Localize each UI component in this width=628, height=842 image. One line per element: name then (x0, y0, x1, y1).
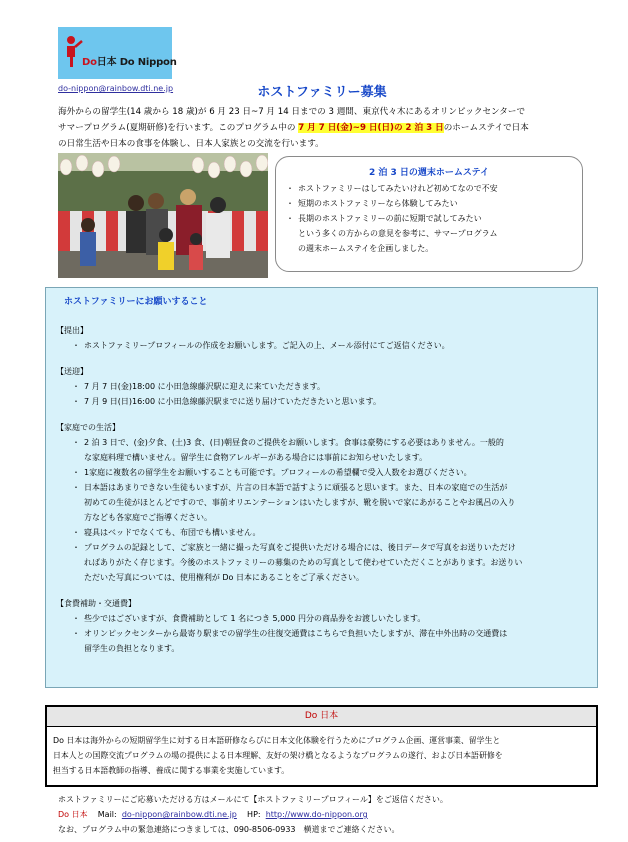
header-email-link[interactable]: do-nippon@rainbow.dti.ne.jp (58, 84, 174, 93)
footer (58, 792, 578, 837)
section-meal-transport-costs (56, 597, 587, 656)
list-item-text: 短期のホストファミリーなら体験してみたい (298, 199, 458, 208)
host-requests-box (45, 287, 598, 688)
list-item (56, 465, 587, 480)
intro-text: サマープログラム(夏期研修)を行います。このプログラム中の (58, 123, 299, 133)
logo-kanji: 日本 (96, 57, 117, 68)
bullet-icon: ・ (72, 438, 80, 447)
list-item-text: 寝具はベッドでなくても、布団でも構いません。 (84, 528, 261, 537)
weekend-list (286, 181, 572, 256)
org-line: 日本人との国際交流プログラムの場の提供による日本理解、友好の架け橋となるようなプログラムの遂行、および日本語研修を (53, 751, 503, 760)
list-item-text: ホストファミリーはしてみたいけれど初めてなので不安 (298, 184, 498, 193)
list-item (56, 626, 587, 641)
list-item (286, 181, 572, 196)
list-item-text: 日本語はあまりできない生徒もいますが、片言の日本語で話すように頑張ると思います。また、日本の家庭での生活が (84, 483, 508, 492)
list-item (286, 196, 572, 211)
bullet-icon: ・ (72, 382, 80, 391)
bullet-icon: ・ (72, 614, 80, 623)
list-item-continuation: ればありがたく存じます。今後のホストファミリーの募集のための写真として使わせていただくことがあります。お送りい (84, 558, 523, 567)
list-item (56, 540, 587, 555)
list-item-continuation: ただいた写真については、使用権利が Do 日本にあることをご了承ください。 (84, 573, 364, 582)
intro-text: のホームステイで日本 (443, 123, 529, 133)
bullet-icon: ・ (72, 543, 80, 552)
list-item-continuation: な家庭料理で構いません。留学生に食物アレルギーがある場合には事前にお知らせいたします。 (84, 453, 428, 462)
bullet-icon: ・ (72, 468, 80, 477)
list-item (56, 379, 587, 394)
list-item (286, 211, 572, 226)
organization-title: Do 日本 (47, 707, 596, 727)
list-item-continuation: の週末ホームステイを企画しました。 (298, 244, 434, 253)
do-nippon-logo (58, 27, 177, 79)
list-item (56, 525, 587, 540)
intro-line (58, 120, 588, 136)
list-item-text: 7 月 7 日(金)18:00 に小田急線藤沢駅に迎えに来ていただきます。 (84, 382, 326, 391)
bullet-icon: ・ (72, 629, 80, 638)
section-transport (56, 365, 587, 409)
bullet-icon: ・ (286, 214, 294, 223)
section-heading: 【送迎】 (56, 367, 88, 376)
bullet-icon: ・ (72, 528, 80, 537)
host-family-photo (58, 153, 268, 278)
hp-label: HP: (247, 810, 261, 819)
list-item (56, 394, 587, 409)
bullet-icon: ・ (72, 483, 80, 492)
section-heading: 【提出】 (56, 326, 88, 335)
list-item-continuation: という多くの方からの意見を参考に、サマープログラム (298, 229, 498, 238)
weekend-title: 2 泊 3 日の週末ホームステイ (368, 168, 490, 178)
list-item-text: 1家庭に複数名の留学生をお願いすることも可能です。プロフィールの希望欄で受入人数をお選びください。 (84, 468, 472, 477)
list-item-text: 7 月 9 日(日)16:00 に小田急線藤沢駅までに送り届けていただきたいと思います。 (84, 397, 382, 406)
org-line: Do 日本は海外からの短期留学生に対する日本語研修ならびに日本文化体験を行うためにプログラム企画、運営事業、留学生と (53, 736, 501, 745)
list-item-text: 些少ではございますが、食費補助として 1 名につき 5,000 円分の商品券をお渡しいたします。 (84, 614, 426, 623)
list-item (56, 338, 587, 353)
logo-name: Do Nippon (119, 57, 177, 68)
list-item (56, 480, 587, 495)
logo-prefix: Do (82, 57, 97, 68)
list-item-text: オリンピックセンターから最寄り駅までの留学生の往復交通費はこちらで負担いたしますが、滞在中外出時の交通費は (84, 629, 508, 638)
date-highlight: 7 月 7 日(金)~9 日(日)の 2 泊 3 日 (298, 123, 444, 133)
requests-title: ホストファミリーにお願いすること (64, 297, 208, 307)
footer-email-link[interactable]: do-nippon@rainbow.dti.ne.jp (121, 810, 237, 819)
section-heading: 【食費補助・交通費】 (56, 599, 136, 608)
footer-website-link[interactable]: http://www.do-nippon.org (265, 810, 368, 819)
list-item-text: プログラムの記録として、ご家族と一緒に撮った写真をご提供いただける場合には、後日データで写真をお送りいただけ (84, 543, 516, 552)
logo-text (82, 53, 177, 68)
list-item-continuation: 留学生の負担となります。 (84, 644, 180, 653)
list-item-text: ホストファミリープロフィールの作成をお願いします。ご記入の上、メール添付にてご返信ください。 (84, 341, 450, 350)
weekend-homestay-box (275, 156, 583, 272)
person-logo-icon (64, 35, 84, 69)
mail-label: Mail: (97, 810, 117, 819)
organization-description (47, 727, 596, 778)
section-home-life (56, 421, 587, 585)
page-title: ホストファミリー募集 (257, 85, 387, 100)
bullet-icon: ・ (286, 184, 294, 193)
intro-line: の日常生活や日本の食事を体験し、日本人家族との交流を行います。 (58, 139, 324, 149)
bullet-icon: ・ (286, 199, 294, 208)
list-item-text: 2 泊 3 日で、(金)夕食、(土)3 食、(日)朝昼食のご提供をお願いします。食事は豪勢にする必要はありません。一般的 (84, 438, 504, 447)
list-item-continuation: 初めての生徒がほとんどですので、事前オリエンテーションはいたしますが、靴を脱いで家にあがることやお風呂の入り (84, 498, 516, 507)
bullet-icon: ・ (72, 397, 80, 406)
org-line: 担当する日本語教師の指導、養成に関する事業を実施しています。 (53, 766, 290, 775)
footer-apply-line: ホストファミリーにご応募いただける方はメールにて【ホストファミリープロフィール】をご返信ください。 (58, 795, 448, 804)
list-item-text: 長期のホストファミリーの前に短期で試してみたい (298, 214, 482, 223)
bullet-icon: ・ (72, 341, 80, 350)
list-item (56, 435, 587, 450)
footer-contact-line (58, 807, 578, 822)
organization-box (45, 705, 598, 787)
footer-org-name: Do 日本 (58, 810, 88, 819)
section-heading: 【家庭での生活】 (56, 423, 120, 432)
footer-emergency-line: なお、プログラム中の緊急連絡につきましては、090-8506-0933 横道までご連絡ください。 (58, 825, 400, 834)
list-item-continuation: 方なども各家庭でご指導ください。 (84, 513, 212, 522)
list-item (56, 611, 587, 626)
intro-line: 海外からの留学生(14 歳から 18 歳)が 6 月 23 日~7 月 14 日までの 3 週間、東京代々木にあるオリンピックセンターで (58, 107, 526, 117)
intro-paragraph (58, 104, 588, 152)
section-submission (56, 324, 587, 353)
